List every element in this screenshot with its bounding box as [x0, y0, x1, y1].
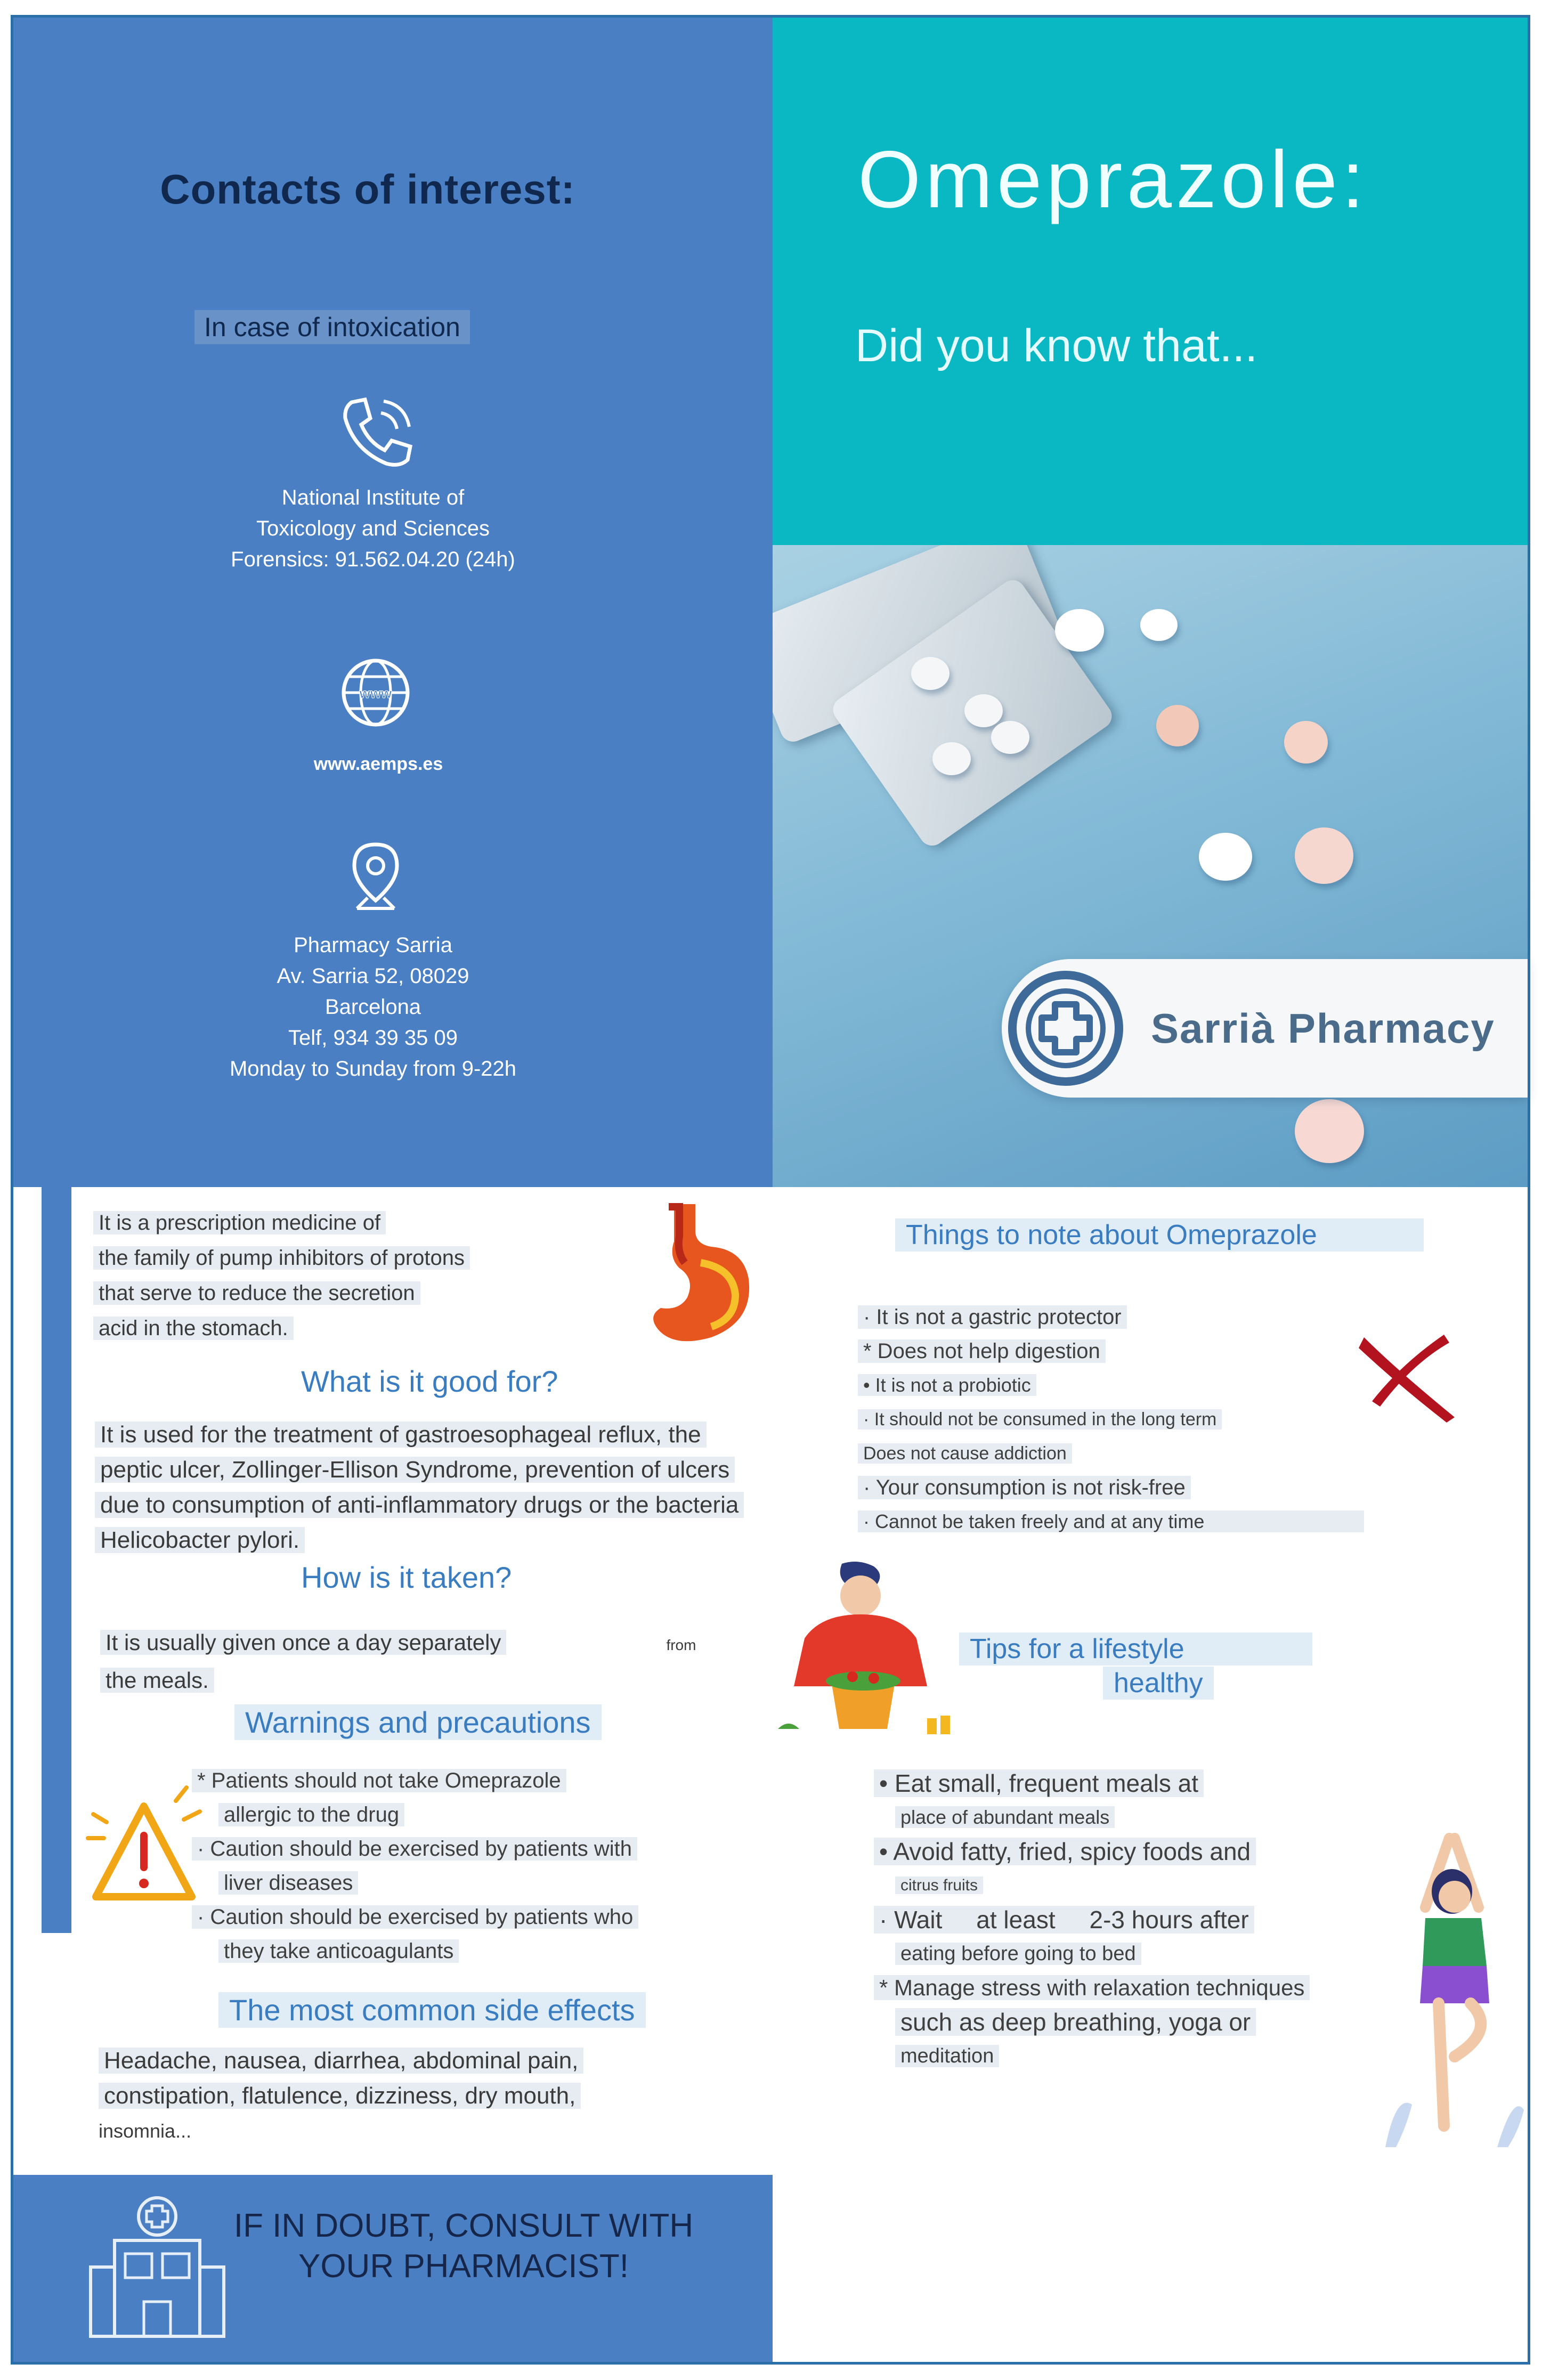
- intro-line: the family of pump inhibitors of protons: [93, 1246, 470, 1270]
- intoxication-label: In case of intoxication: [194, 312, 470, 343]
- pharmacy-line: Telf, 934 39 35 09: [288, 1026, 458, 1050]
- note-item: Does not cause addiction: [858, 1443, 1072, 1464]
- tip-item: * Manage stress with relaxation techniques: [874, 1975, 1310, 2000]
- pharmacy-line: Monday to Sunday from 9-22h: [229, 1057, 517, 1081]
- banner-line: IF IN DOUBT, CONSULT WITH: [233, 2207, 694, 2244]
- note-item: • It is not a probiotic: [858, 1374, 1036, 1396]
- tip-item: • Eat small, frequent meals at: [874, 1769, 1204, 1797]
- note-item: · It is not a gastric protector: [858, 1305, 1127, 1329]
- svg-text:www: www: [359, 685, 392, 701]
- intro-line: It is a prescription medicine of: [93, 1211, 386, 1234]
- side-effects-heading: The most common side effects: [218, 1993, 646, 2027]
- how-taken-suffix: from: [666, 1637, 696, 1653]
- institute-line: Forensics: 91.562.04.20 (24h): [231, 548, 515, 571]
- good-for-line: It is used for the treatment of gastroesophageal reflux, the: [95, 1421, 707, 1448]
- good-for-line: peptic ulcer, Zollinger-Ellison Syndrome, prevention of ulcers: [95, 1457, 735, 1483]
- good-for-line: due to consumption of anti-inflammatory drugs or the bacteria: [95, 1492, 744, 1518]
- note-item: · Your consumption is not risk-free: [858, 1476, 1191, 1499]
- pharmacy-line: Pharmacy Sarria: [294, 933, 452, 957]
- note-item: * Does not help digestion: [858, 1339, 1106, 1363]
- warnings-heading: Warnings and precautions: [234, 1705, 602, 1740]
- how-taken-line: the meals.: [100, 1668, 214, 1693]
- tip-item: meditation: [895, 2045, 999, 2067]
- notes-heading: Things to note about Omeprazole: [895, 1219, 1424, 1251]
- tip-item: such as deep breathing, yoga or: [895, 2008, 1256, 2036]
- page-border: [11, 15, 1530, 2365]
- good-for-heading: What is it good for?: [301, 1364, 558, 1398]
- page-title: Omeprazole:: [858, 134, 1369, 225]
- tip-item: · Wait at least 2-3 hours after: [874, 1906, 1254, 1934]
- website-link[interactable]: www.aemps.es: [313, 754, 443, 774]
- tip-item: • Avoid fatty, fried, spicy foods and: [874, 1838, 1256, 1865]
- intro-line: acid in the stomach.: [93, 1317, 294, 1340]
- page-subtitle: Did you know that...: [855, 320, 1258, 371]
- institute-line: National Institute of: [281, 486, 465, 509]
- side-effects-line: Headache, nausea, diarrhea, abdominal pain,: [99, 2048, 583, 2074]
- tips-heading: Tips for a lifestyle healthy: [959, 1633, 1312, 1699]
- pharmacy-brand-name: Sarrià Pharmacy: [1151, 1005, 1495, 1052]
- side-effects-line: insomnia...: [99, 2120, 192, 2142]
- warning-item: * Patients should not take Omeprazole allergic to the drug · Caution should be exercised by patients with liver diseases · Caution should be exercised by patients who they take anticoagulants: [192, 1764, 762, 1968]
- tip-item: citrus fruits: [895, 1877, 983, 1894]
- good-for-line: Helicobacter pylori.: [95, 1527, 305, 1553]
- tip-item: eating before going to bed: [895, 1943, 1141, 1965]
- pharmacy-line: Barcelona: [324, 995, 421, 1019]
- intro-line: that serve to reduce the secretion: [93, 1281, 420, 1305]
- institute-line: Toxicology and Sciences: [256, 517, 490, 540]
- contacts-heading: Contacts of interest:: [160, 166, 575, 213]
- banner-line: YOUR PHARMACIST!: [298, 2248, 629, 2285]
- how-taken-heading: How is it taken?: [301, 1561, 512, 1594]
- pharmacy-line: Av. Sarria 52, 08029: [277, 964, 469, 988]
- note-item: · Cannot be taken freely and at any time: [858, 1510, 1364, 1532]
- how-taken-line: It is usually given once a day separately: [100, 1630, 506, 1655]
- tip-item: place of abundant meals: [895, 1806, 1115, 1828]
- side-effects-line: constipation, flatulence, dizziness, dry mouth,: [99, 2083, 581, 2109]
- note-item: · It should not be consumed in the long term: [858, 1409, 1222, 1429]
